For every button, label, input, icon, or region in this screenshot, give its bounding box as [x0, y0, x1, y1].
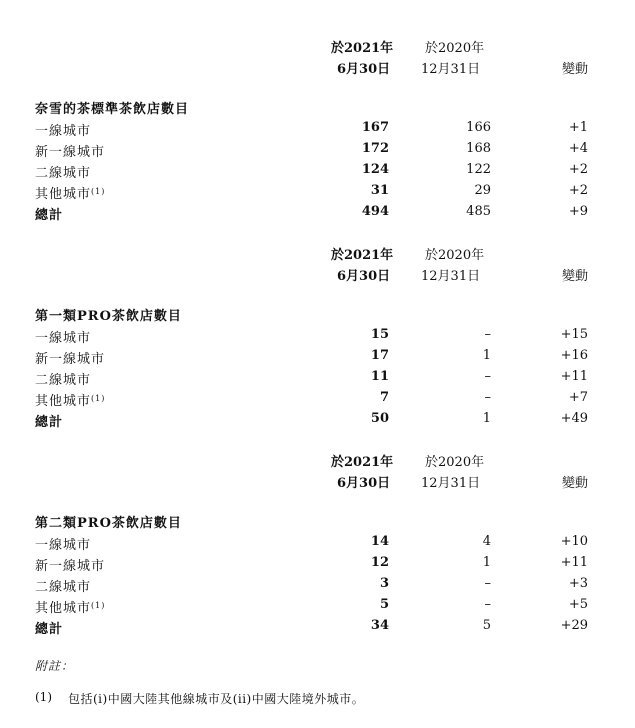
cell-2021: 17	[370, 348, 389, 363]
header-col-2021-line2: 6月30日	[337, 476, 391, 491]
header-col-change: 變動	[561, 269, 588, 284]
cell-2020: 1	[482, 555, 491, 570]
footnote-ref: (1)	[91, 394, 106, 403]
row-label: 新一線城市	[35, 559, 106, 574]
total-label: 總計	[35, 622, 64, 637]
row-label: 新一線城市	[35, 352, 106, 367]
cell-2020: 4	[482, 534, 491, 549]
total-change: +29	[560, 618, 588, 633]
cell-change: +11	[560, 369, 588, 384]
total-2021: 34	[370, 618, 389, 633]
cell-2021: 7	[379, 390, 389, 405]
cell-change: +3	[568, 576, 588, 591]
cell-2021: 5	[379, 597, 389, 612]
cell-2021: 124	[361, 162, 389, 177]
header-col-2021-line1: 於2021年	[331, 41, 394, 56]
header-col-2021-line1: 於2021年	[331, 455, 394, 470]
row-label-text: 其他城市	[35, 601, 92, 616]
cell-2021: 31	[370, 183, 389, 198]
notes-heading: 附註：	[35, 659, 75, 673]
total-label: 總計	[35, 208, 64, 223]
cell-2020: 166	[466, 120, 491, 135]
total-2020: 5	[482, 618, 491, 633]
cell-2021: 14	[370, 534, 389, 549]
cell-2021: 15	[370, 327, 389, 342]
cell-change: +16	[560, 348, 588, 363]
row-label: 一線城市	[35, 124, 92, 139]
cell-2020: –	[484, 576, 491, 591]
footnote-ref: (1)	[91, 187, 106, 196]
cell-2021: 11	[370, 369, 389, 384]
row-label	[35, 597, 105, 616]
cell-2020: 168	[466, 141, 491, 156]
cell-change: +1	[568, 120, 588, 135]
row-label: 一線城市	[35, 331, 92, 346]
cell-change: +4	[568, 141, 588, 156]
cell-2020: 122	[466, 162, 491, 177]
header-col-2021-line2: 6月30日	[337, 62, 391, 77]
row-label-text: 其他城市	[35, 394, 92, 409]
cell-change: +10	[560, 534, 588, 549]
row-label	[35, 390, 105, 409]
row-label: 新一線城市	[35, 145, 106, 160]
header-col-change: 變動	[561, 62, 588, 77]
row-label-text: 其他城市	[35, 187, 92, 202]
total-change: +49	[560, 411, 588, 426]
cell-change: +5	[568, 597, 588, 612]
section-title: 第一類PRO茶飲店數目	[35, 309, 182, 324]
cell-2020: –	[484, 369, 491, 384]
cell-2021: 172	[361, 141, 389, 156]
footnote-ref: (1)	[91, 601, 106, 610]
header-col-change: 變動	[561, 476, 588, 491]
header-col-2020-line2: 12月31日	[421, 62, 481, 77]
cell-2020: –	[484, 390, 491, 405]
row-label: 二線城市	[35, 166, 92, 181]
total-2021: 50	[370, 411, 389, 426]
total-change: +9	[568, 204, 588, 219]
header-col-2020-line2: 12月31日	[421, 476, 481, 491]
cell-change: +15	[560, 327, 588, 342]
row-label: 二線城市	[35, 580, 92, 595]
header-col-2021-line2: 6月30日	[337, 269, 391, 284]
header-col-2020-line2: 12月31日	[421, 269, 481, 284]
note-marker: (1)	[35, 690, 52, 704]
cell-2020: –	[484, 597, 491, 612]
header-col-2020-line1: 於2020年	[425, 41, 485, 56]
row-label: 一線城市	[35, 538, 92, 553]
cell-change: +7	[568, 390, 588, 405]
total-2021: 494	[361, 204, 389, 219]
row-label	[35, 183, 105, 202]
header-col-2020-line1: 於2020年	[425, 248, 485, 263]
cell-change: +2	[568, 183, 588, 198]
cell-2020: 1	[482, 348, 491, 363]
header-col-2020-line1: 於2020年	[425, 455, 485, 470]
note-text: 包括(i)中國大陸其他線城市及(ii)中國大陸境外城市。	[68, 692, 365, 706]
section-title: 第二類PRO茶飲店數目	[35, 516, 182, 531]
header-col-2021-line1: 於2021年	[331, 248, 394, 263]
cell-change: +2	[568, 162, 588, 177]
row-label: 二線城市	[35, 373, 92, 388]
total-label: 總計	[35, 415, 64, 430]
cell-2021: 3	[379, 576, 389, 591]
section-title: 奈雪的茶標準茶飲店數目	[35, 102, 190, 117]
cell-2021: 12	[370, 555, 389, 570]
cell-change: +11	[560, 555, 588, 570]
cell-2021: 167	[361, 120, 389, 135]
cell-2020: –	[484, 327, 491, 342]
total-2020: 1	[482, 411, 491, 426]
total-2020: 485	[466, 204, 491, 219]
cell-2020: 29	[474, 183, 491, 198]
